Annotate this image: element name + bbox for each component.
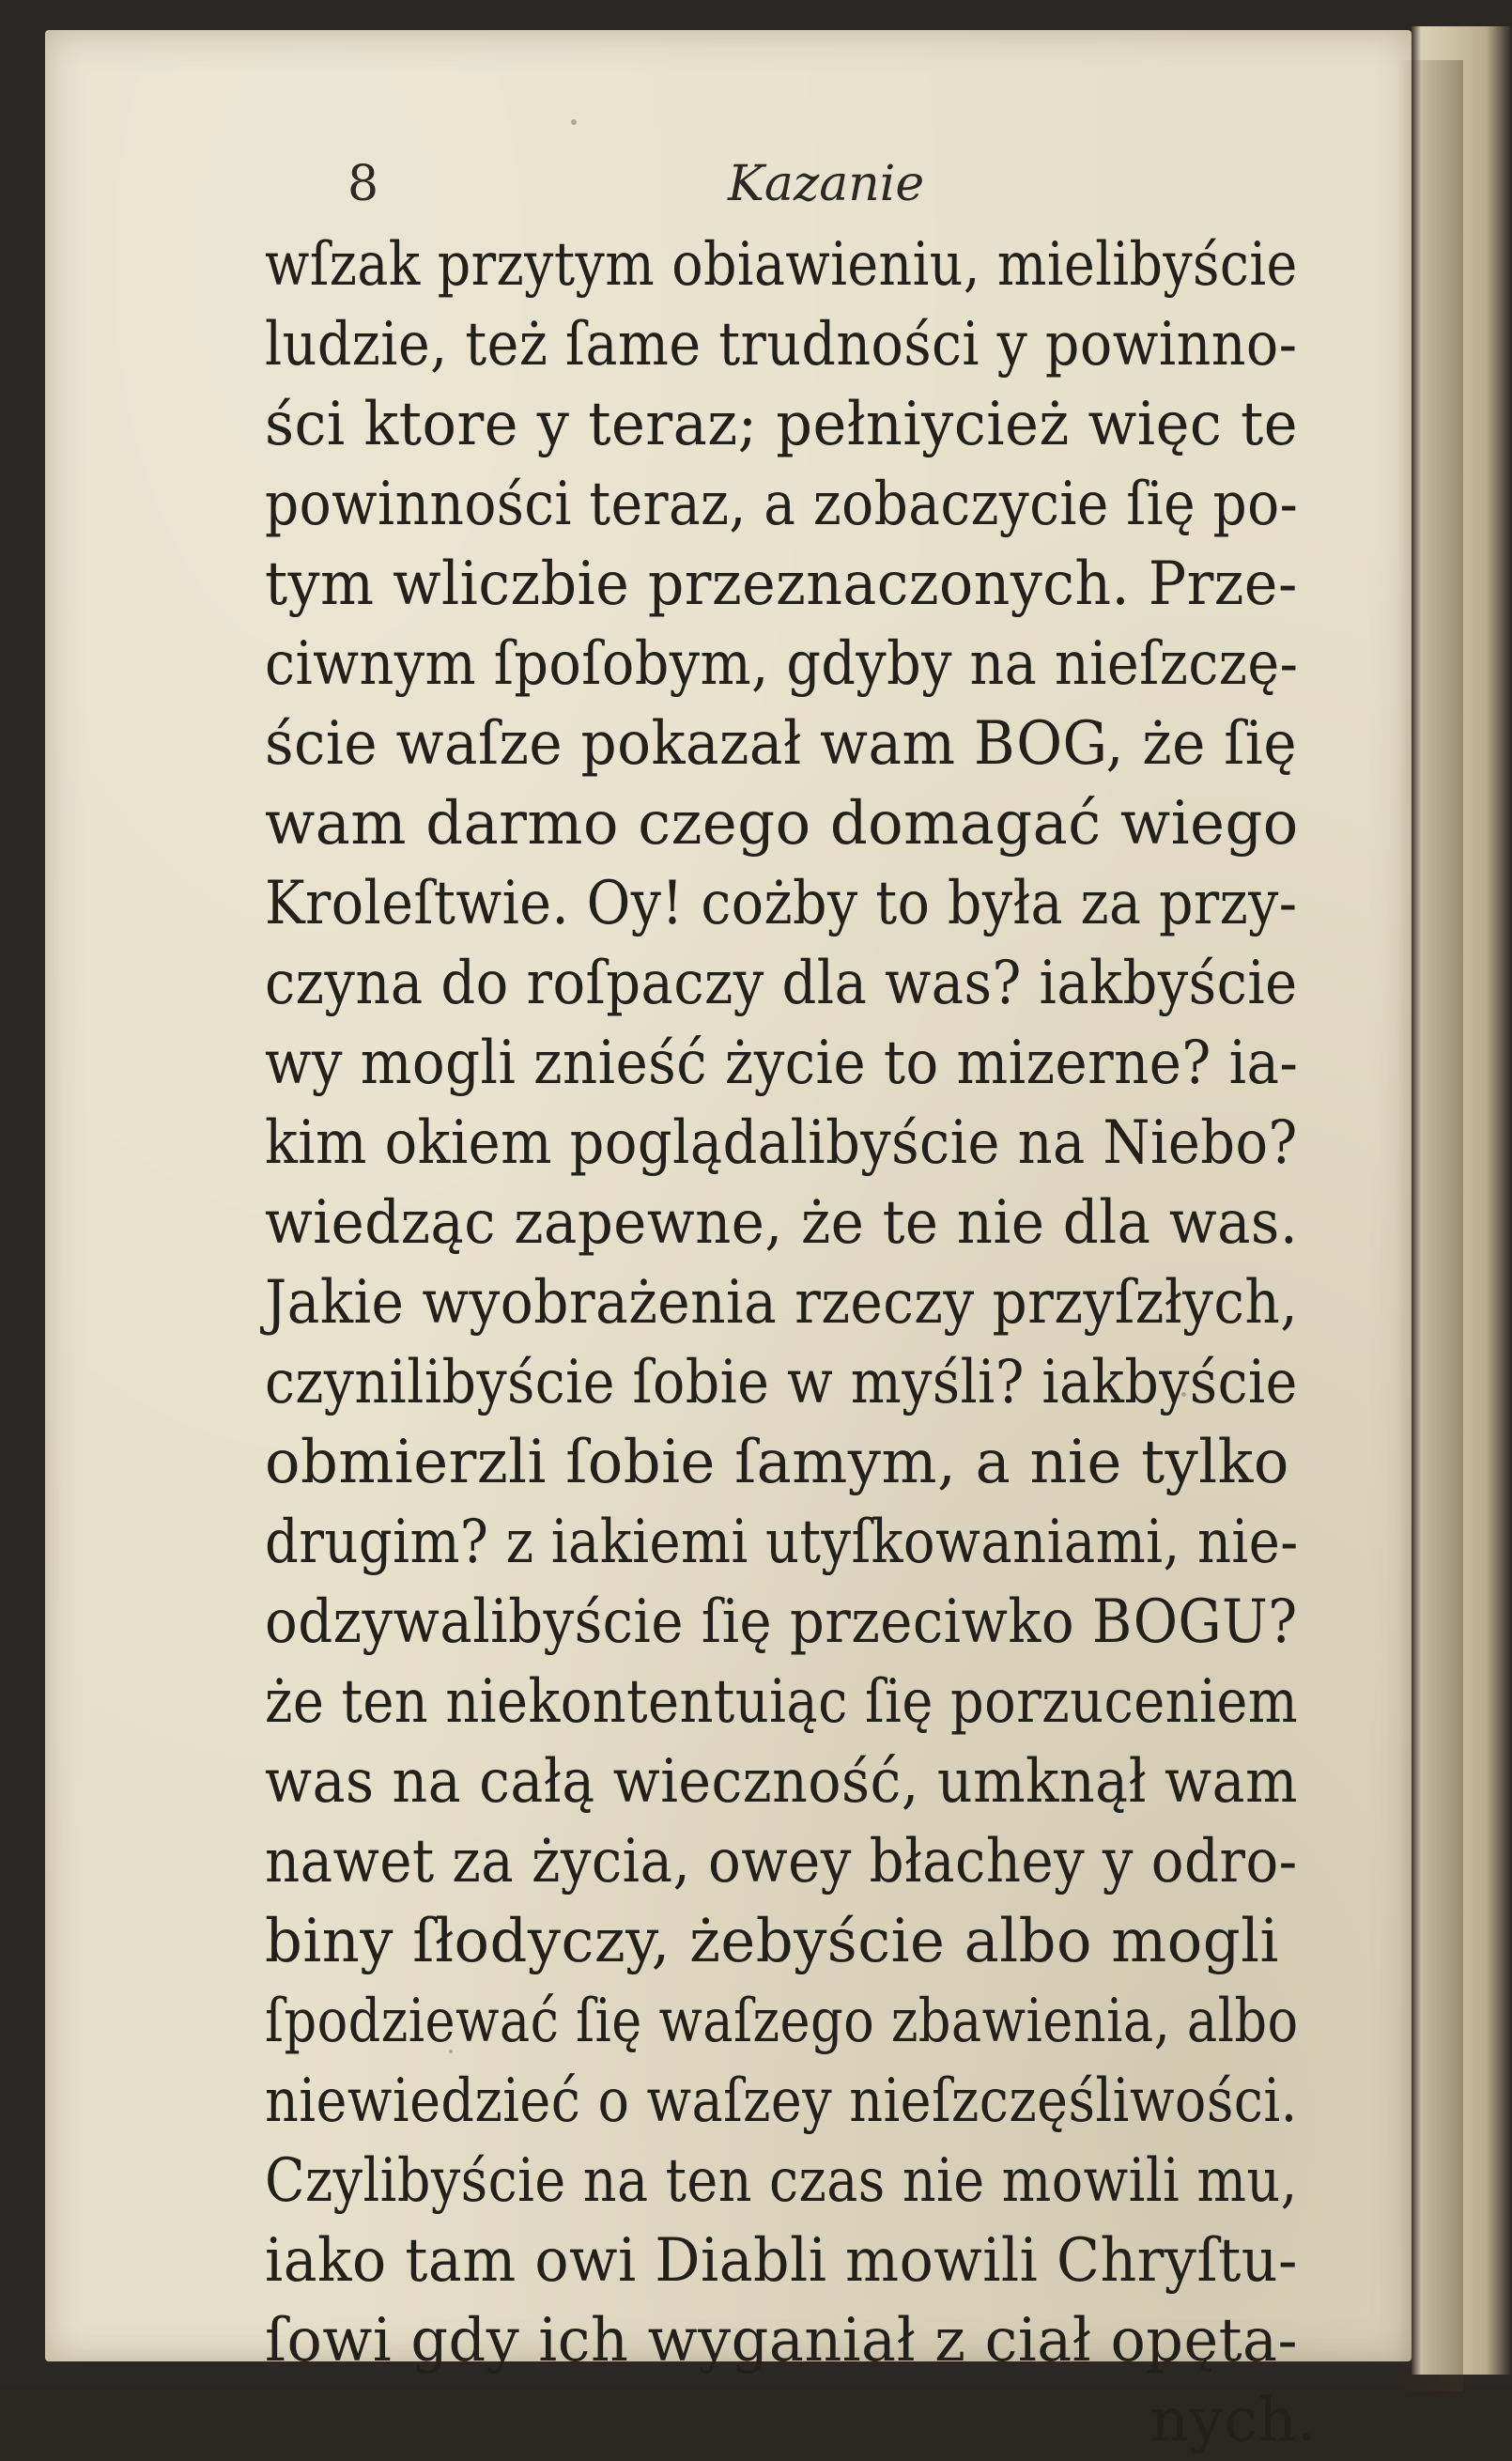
text-line: drugim? z iakiemi utyſkowaniami, nie- — [265, 1508, 1299, 1577]
text-line: że ten niekontentuiąc ſię porzuceniem — [265, 1667, 1299, 1737]
body-text — [265, 225, 1326, 2461]
text-line: nawet za życia, owey błachey y odro- — [265, 1827, 1298, 1896]
text-line: obmierzli ſobie ſamym, a nie tylko — [265, 1428, 1289, 1497]
text-line: iako tam owi Diabli mowili Chryſtu- — [265, 2226, 1298, 2296]
text-line: czyna do roſpaczy dla was? iakbyście — [265, 949, 1298, 1018]
text-line: odzywalibyście ſię przeciwko BOGU? — [265, 1587, 1298, 1657]
catchword: nych. — [1149, 2386, 1317, 2455]
text-line: powinności teraz, a zobaczycie ſię po- — [265, 470, 1299, 539]
paper-speck — [571, 119, 577, 125]
text-line: ſpodziewać ſię waſzego zbawienia, albo — [265, 1987, 1299, 2056]
spine-shadow — [1397, 60, 1463, 2391]
text-line: kim okiem poglądalibyście na Niebo? — [265, 1108, 1298, 1178]
text-line: was na całą wieczność, umknął wam — [265, 1747, 1299, 1817]
text-line: ciwnym ſpoſobym, gdyby na nieſzczę- — [265, 629, 1299, 699]
text-line: czynilibyście ſobie w myśli? iakbyście — [265, 1348, 1298, 1417]
text-line: Jakie wyobrażenia rzeczy przyſzłych, — [265, 1268, 1299, 1338]
text-line: ludzie, też ſame trudności y powinno- — [265, 310, 1298, 379]
text-line: ści ktore y teraz; pełniycież więc te — [265, 390, 1299, 459]
text-line: Kroleſtwie. Oy! cożby to była za przy- — [265, 869, 1298, 938]
page-number: 8 — [347, 156, 379, 212]
text-line: wiedząc zapewne, że te nie dla was. — [265, 1188, 1299, 1258]
text-line: niewiedzieć o waſzey nieſzczęśliwości. — [265, 2066, 1298, 2136]
text-line: ſowi gdy ich wyganiał z ciał opęta- — [265, 2306, 1298, 2376]
text-line: Czylibyście na ten czas nie mowili mu, — [265, 2146, 1298, 2216]
text-line: tym wliczbie przeznaczonych. Prze- — [265, 549, 1298, 619]
text-line: wy mogli znieść życie to mizerne? ia- — [265, 1029, 1299, 1098]
text-line: wſzak przytym obiawieniu, mielibyście — [265, 230, 1298, 300]
text-line: wam darmo czego domagać wiego — [265, 789, 1299, 859]
text-line: biny ſłodyczy, żebyście albo mogli — [265, 1907, 1279, 1976]
running-head: Kazanie — [728, 156, 925, 212]
text-line: ście waſze pokazał wam BOG, że ſię — [265, 709, 1298, 779]
page-header — [347, 150, 1193, 225]
